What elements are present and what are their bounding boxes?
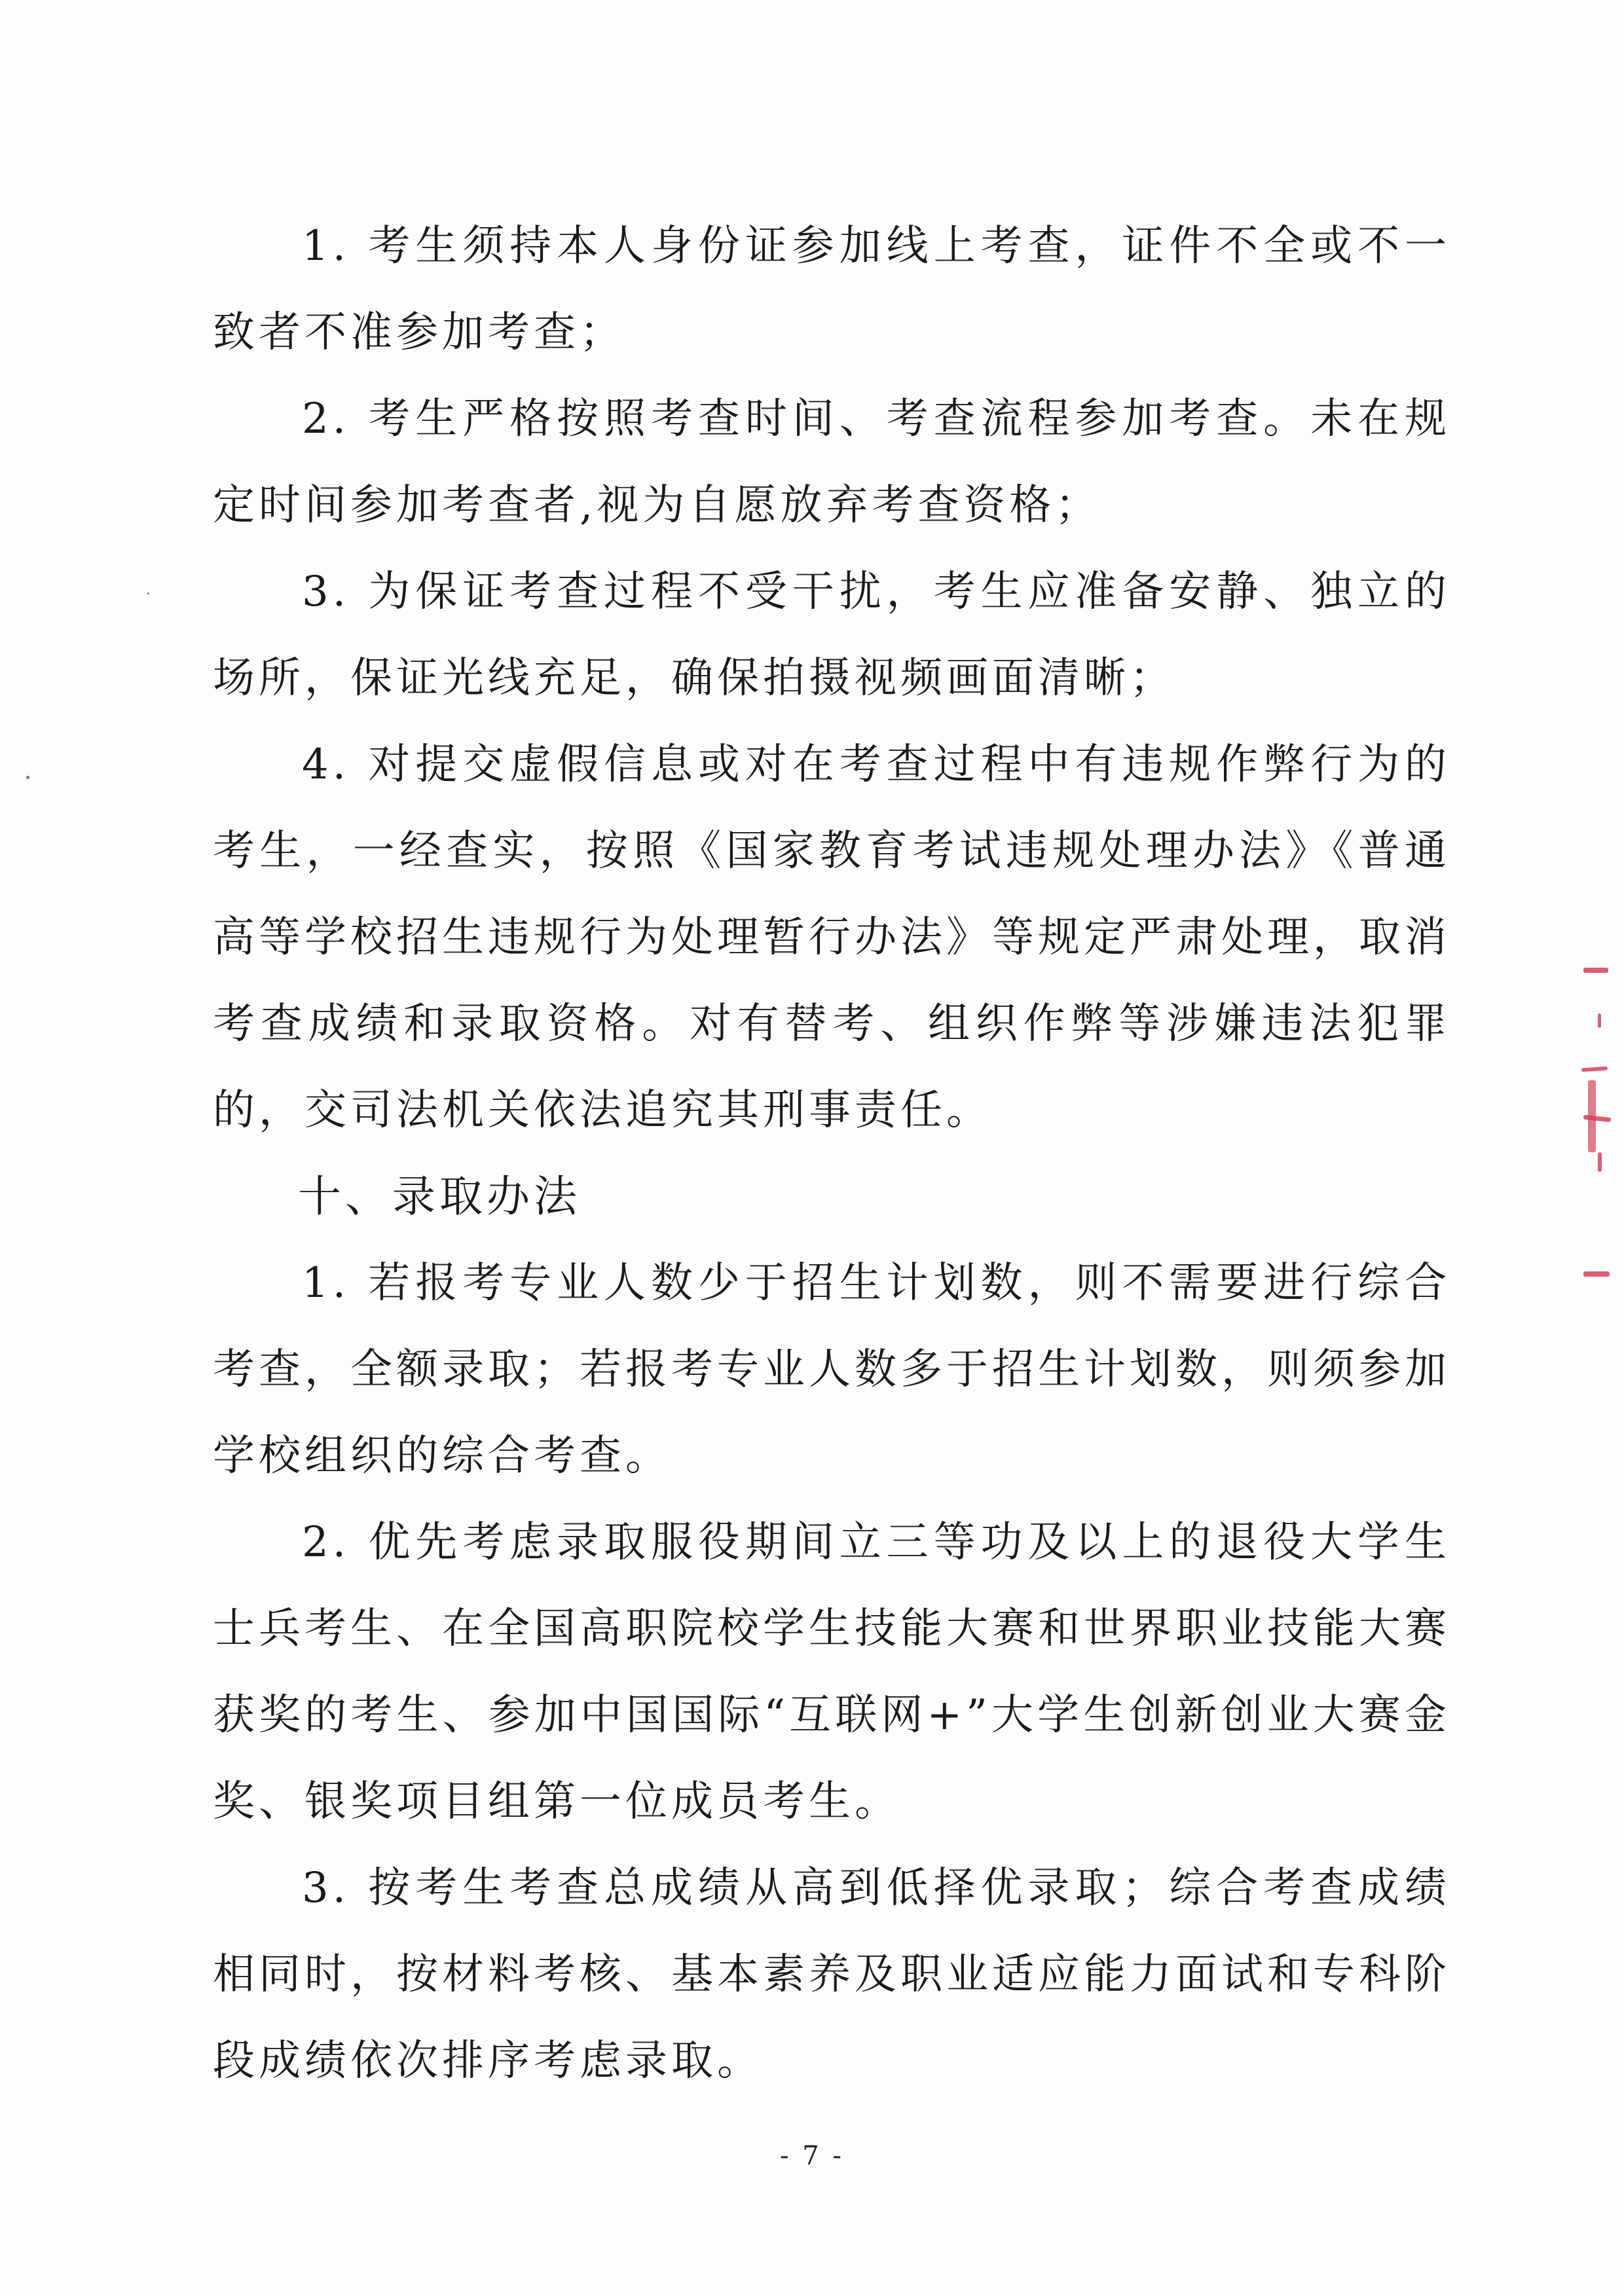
exam-rule-2: 2. 考生严格按照考查时间、考查流程参加考查。未在规定时间参加考查者,视为自愿放弃考查资格； [213, 395, 1450, 530]
admission-rule-1: 1. 若报考专业人数少于招生计划数，则不需要进行综合考查，全额录取；若报考专业人数多于招生计划数，则须参加学校组织的综合考查。 [213, 1259, 1450, 1480]
page-number: - 7 - [780, 2141, 844, 2171]
seal-mark [1581, 1066, 1608, 1072]
admission-rule-3: 3. 按考生考查总成绩从高到低择优录取；综合考查成绩相同时，按材料考核、基本素养及职业适应能力面试和专科阶段成绩依次排序考虑录取。 [213, 1864, 1450, 2085]
seal-mark [1583, 968, 1608, 973]
admission-rule-2: 2. 优先考虑录取服役期间立三等功及以上的退役大学生士兵考生、在全国高职院校学生技能大赛和世界职业技能大赛获奖的考生、参加中国国际“互联网+”大学生创新创业大赛金奖、银奖项目组第一位成员考生。 [213, 1518, 1450, 1826]
seal-mark [1598, 1013, 1601, 1028]
exam-rule-4: 4. 对提交虚假信息或对在考查过程中有违规作弊行为的考生，一经查实，按照《国家教育考试违规处理办法》《普通高等学校招生违规行为处理暂行办法》等规定严肃处理，取消考查成绩和录取资格。对有替考、组织作弊等涉嫌违法犯罪的，交司法机关依法追究其刑事责任。 [213, 740, 1450, 1135]
seal-mark [1583, 1271, 1610, 1277]
seal-mark [1598, 1152, 1602, 1172]
exam-rule-3: 3. 为保证考查过程不受干扰，考生应准备安静、独立的场所，保证光线充足，确保拍摄视频画面清晰； [213, 568, 1450, 702]
section-heading-admission: 十、录取办法 [298, 1171, 581, 1222]
scan-speck [147, 592, 149, 594]
exam-rule-1: 1. 考生须持本人身份证参加线上考查，证件不全或不一致者不准参加考查； [213, 222, 1450, 357]
scan-speck [26, 776, 29, 779]
document-body [213, 203, 1450, 2104]
